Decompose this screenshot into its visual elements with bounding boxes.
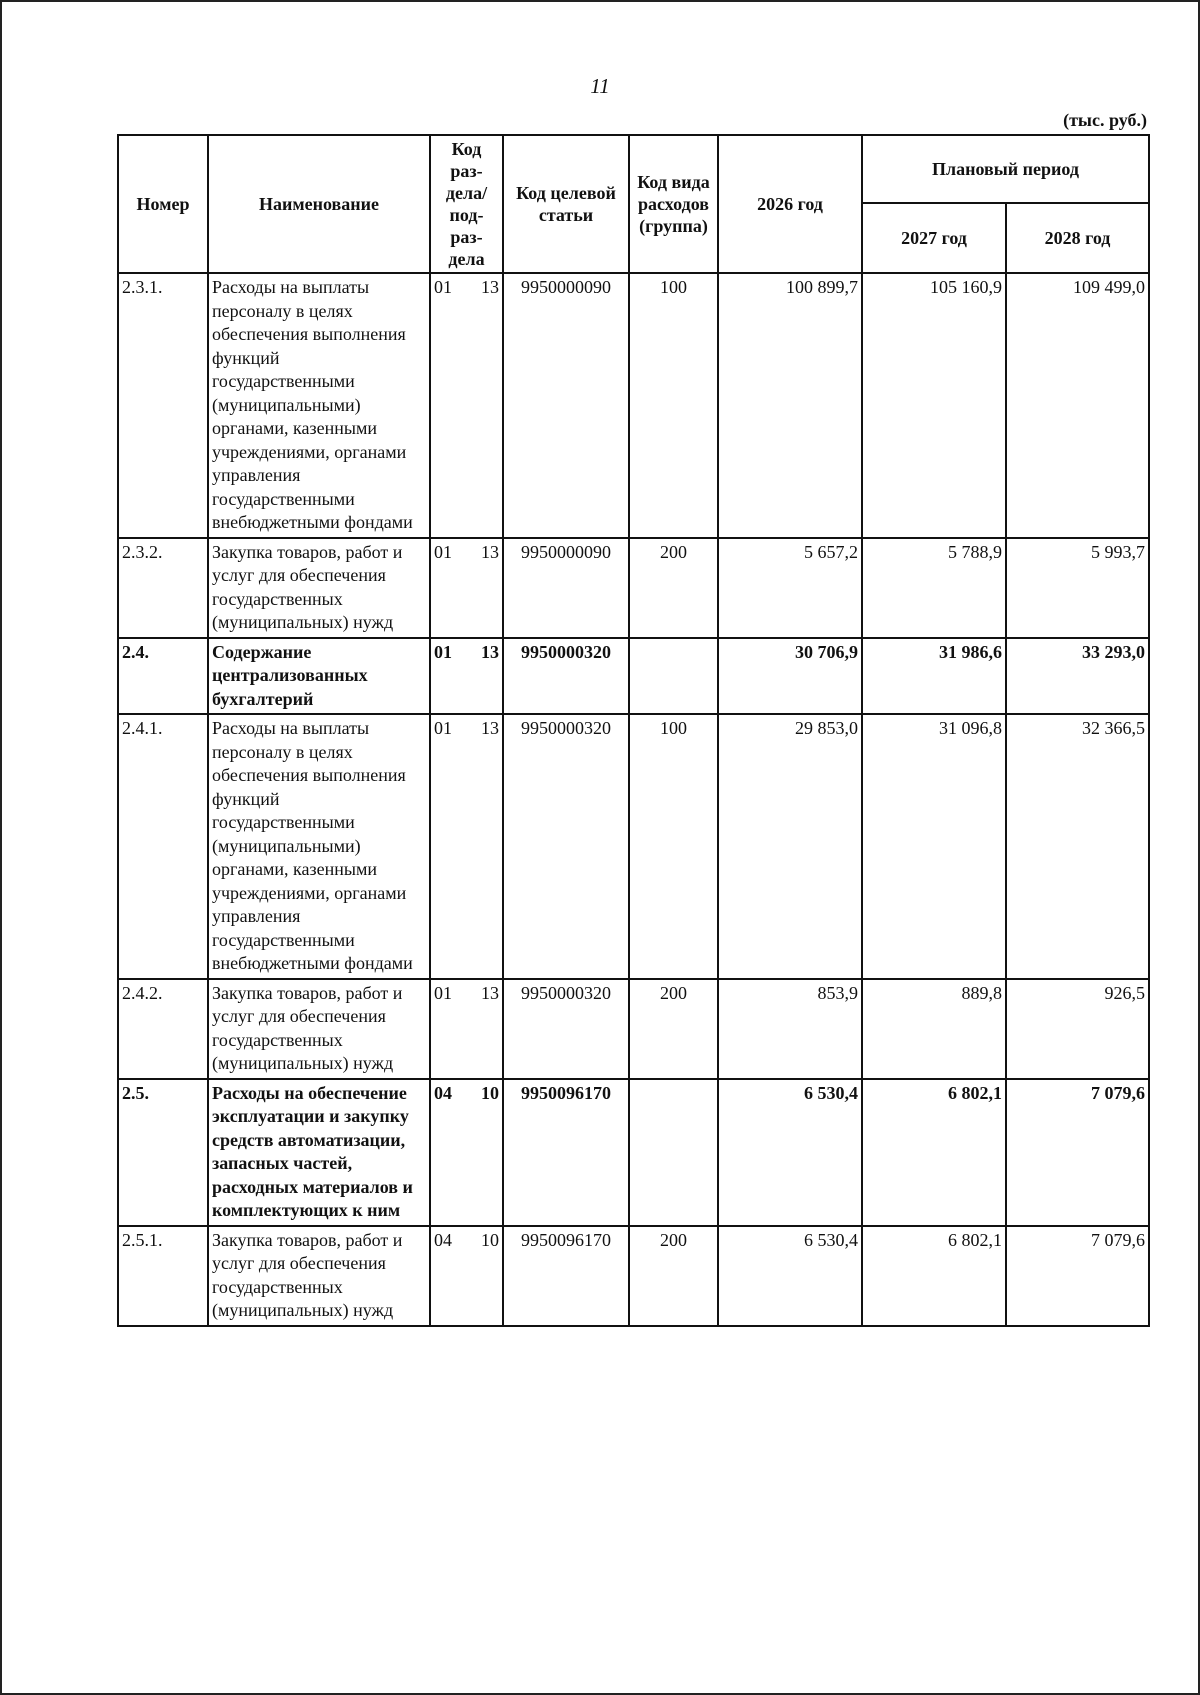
- row-section-code: [430, 979, 503, 1079]
- subsection-code: 10: [481, 1229, 499, 1250]
- table-row: [118, 638, 1149, 715]
- section-code: 01: [434, 982, 452, 1003]
- row-amount-year-2: 889,8: [862, 979, 1006, 1079]
- section-code: 01: [434, 641, 452, 662]
- row-amount-year-1: 29 853,0: [718, 714, 862, 979]
- row-amount-year-2: 105 160,9: [862, 273, 1006, 538]
- header-year-1: 2026 год: [718, 135, 862, 273]
- row-name: Содержание централизованных бухгалтерий: [208, 638, 430, 715]
- row-amount-year-3: 33 293,0: [1006, 638, 1149, 715]
- table-row: [118, 1079, 1149, 1226]
- units-label: (тыс. руб.): [1063, 110, 1147, 130]
- row-amount-year-2: 6 802,1: [862, 1226, 1006, 1326]
- row-number: 2.4.1.: [118, 714, 208, 979]
- row-number: 2.4.2.: [118, 979, 208, 1079]
- header-name: Наименование: [208, 135, 430, 273]
- row-amount-year-3: 926,5: [1006, 979, 1149, 1079]
- subsection-code: 13: [481, 277, 499, 297]
- header-planned-period: Плановый период: [862, 135, 1149, 203]
- table-row: [118, 273, 1149, 538]
- row-number: 2.3.2.: [118, 538, 208, 638]
- section-code: 01: [434, 718, 452, 738]
- row-number: 2.5.1.: [118, 1226, 208, 1326]
- row-section-code: [430, 1079, 503, 1226]
- row-expense-type: [629, 638, 718, 715]
- page-number: 11: [590, 74, 610, 98]
- row-amount-year-3: 7 079,6: [1006, 1226, 1149, 1326]
- row-expense-type: 200: [629, 979, 718, 1079]
- budget-table: [117, 134, 1150, 1327]
- row-amount-year-1: 853,9: [718, 979, 862, 1079]
- row-number: 2.4.: [118, 638, 208, 715]
- row-target-code: 9950000320: [503, 714, 629, 979]
- row-expense-type: 100: [629, 714, 718, 979]
- table-row: [118, 1226, 1149, 1326]
- row-target-code: 9950000090: [503, 538, 629, 638]
- header-number: Номер: [118, 135, 208, 273]
- row-amount-year-1: 6 530,4: [718, 1079, 862, 1226]
- row-amount-year-1: 30 706,9: [718, 638, 862, 715]
- header-expense-type-code: Код вида расходов (группа): [629, 135, 718, 273]
- row-amount-year-1: 5 657,2: [718, 538, 862, 638]
- subsection-code: 13: [481, 982, 499, 1003]
- row-number: 2.5.: [118, 1079, 208, 1226]
- row-section-code: [430, 273, 503, 538]
- row-amount-year-2: 6 802,1: [862, 1079, 1006, 1226]
- section-code: 01: [434, 277, 452, 297]
- row-section-code: [430, 1226, 503, 1326]
- row-amount-year-3: 109 499,0: [1006, 273, 1149, 538]
- subsection-code: 13: [481, 541, 499, 562]
- section-code: 01: [434, 541, 452, 562]
- row-section-code: [430, 538, 503, 638]
- row-amount-year-3: 5 993,7: [1006, 538, 1149, 638]
- row-amount-year-3: 32 366,5: [1006, 714, 1149, 979]
- subsection-code: 10: [481, 1082, 499, 1103]
- table-body: [118, 273, 1149, 1326]
- row-target-code: 9950000090: [503, 273, 629, 538]
- row-target-code: 9950096170: [503, 1079, 629, 1226]
- row-expense-type: 100: [629, 273, 718, 538]
- table-row: [118, 538, 1149, 638]
- row-amount-year-2: 31 986,6: [862, 638, 1006, 715]
- row-name: Закупка товаров, работ и услуг для обеспечения государственных (муниципальных) нужд: [208, 979, 430, 1079]
- header-year-3: 2028 год: [1006, 203, 1149, 273]
- section-code: 04: [434, 1082, 452, 1103]
- row-target-code: 9950096170: [503, 1226, 629, 1326]
- row-name: Закупка товаров, работ и услуг для обеспечения государственных (муниципальных) нужд: [208, 1226, 430, 1326]
- row-amount-year-2: 31 096,8: [862, 714, 1006, 979]
- subsection-code: 13: [481, 641, 499, 662]
- row-expense-type: [629, 1079, 718, 1226]
- row-name: Расходы на обеспечение эксплуатации и закупку средств автоматизации, запасных частей, расходных материалов и комплектующих к ним: [208, 1079, 430, 1226]
- row-section-code: [430, 714, 503, 979]
- header-section-code: Код раз-дела/ под-раз-дела: [430, 135, 503, 273]
- row-name: Расходы на выплаты персоналу в целях обеспечения выполнения функций государственными (муниципальными) органами, казенными учреждениями, органами управления государственными внебюджетными фондами: [208, 273, 430, 538]
- table-row: [118, 714, 1149, 979]
- row-number: 2.3.1.: [118, 273, 208, 538]
- row-target-code: 9950000320: [503, 979, 629, 1079]
- row-amount-year-1: 100 899,7: [718, 273, 862, 538]
- row-amount-year-1: 6 530,4: [718, 1226, 862, 1326]
- row-expense-type: 200: [629, 1226, 718, 1326]
- table-header: [118, 135, 1149, 273]
- row-section-code: [430, 638, 503, 715]
- table-row: [118, 979, 1149, 1079]
- row-expense-type: 200: [629, 538, 718, 638]
- subsection-code: 13: [481, 718, 499, 738]
- row-name: Расходы на выплаты персоналу в целях обеспечения выполнения функций государственными (муниципальными) органами, казенными учреждениями, органами управления государственными внебюджетными фондами: [208, 714, 430, 979]
- row-name: Закупка товаров, работ и услуг для обеспечения государственных (муниципальных) нужд: [208, 538, 430, 638]
- header-year-2: 2027 год: [862, 203, 1006, 273]
- section-code: 04: [434, 1229, 452, 1250]
- header-target-code: Код целевой статьи: [503, 135, 629, 273]
- row-amount-year-3: 7 079,6: [1006, 1079, 1149, 1226]
- row-amount-year-2: 5 788,9: [862, 538, 1006, 638]
- row-target-code: 9950000320: [503, 638, 629, 715]
